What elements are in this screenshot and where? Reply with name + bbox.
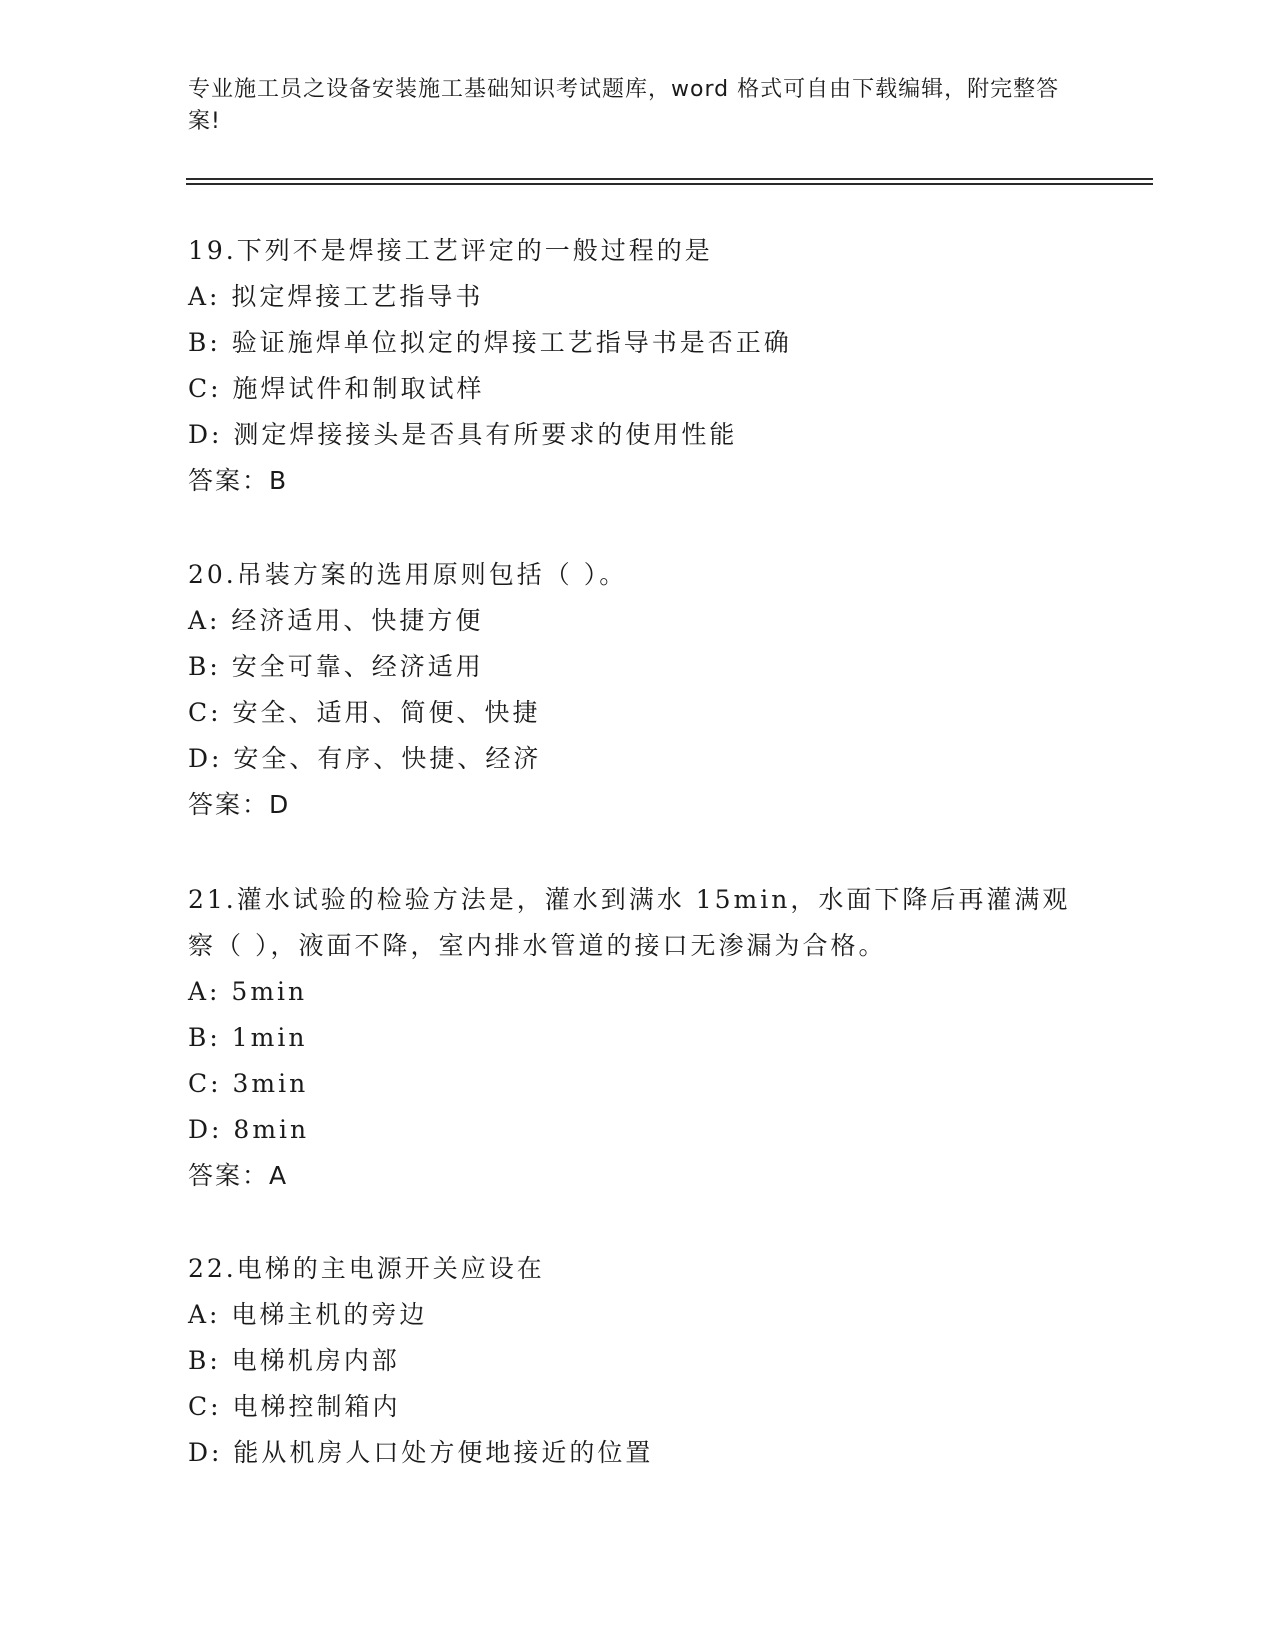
option-c: C: 施焊试件和制取试样 — [188, 374, 485, 403]
option-c: C: 电梯控制箱内 — [188, 1392, 401, 1421]
document-header: 专业施工员之设备安装施工基础知识考试题库，word 格式可自由下载编辑，附完整答案! — [188, 77, 1060, 134]
option-a: A: 拟定焊接工艺指导书 — [188, 282, 484, 311]
question-19 — [188, 228, 1088, 504]
answer: 答案：D — [188, 790, 291, 819]
question-22 — [188, 1246, 1088, 1476]
option-d: D: 安全、有序、快捷、经济 — [188, 744, 542, 773]
option-d: D: 测定焊接接头是否具有所要求的使用性能 — [188, 420, 738, 449]
option-d: D: 能从机房人口处方便地接近的位置 — [188, 1438, 654, 1467]
question-stem-line-2: 察（ ），液面不降，室内排水管道的接口无渗漏为合格。 — [188, 931, 887, 960]
option-c: C: 安全、适用、简便、快捷 — [188, 698, 541, 727]
option-a: A: 电梯主机的旁边 — [188, 1300, 428, 1329]
header-divider-bottom — [186, 183, 1153, 185]
option-b: B: 验证施焊单位拟定的焊接工艺指导书是否正确 — [188, 328, 792, 357]
option-d: D: 8min — [188, 1115, 310, 1144]
option-a: A: 经济适用、快捷方便 — [188, 606, 484, 635]
question-stem: 20.吊装方案的选用原则包括（ ）。 — [188, 560, 628, 589]
question-20 — [188, 552, 1088, 828]
question-stem: 19.下列不是焊接工艺评定的一般过程的是 — [188, 236, 713, 265]
option-c: C: 3min — [188, 1069, 309, 1098]
option-a: A: 5min — [188, 977, 308, 1006]
answer: 答案：B — [188, 466, 289, 495]
question-stem: 22.电梯的主电源开关应设在 — [188, 1254, 545, 1283]
question-21 — [188, 877, 1088, 1199]
header-divider-top — [186, 178, 1153, 180]
answer: 答案：A — [188, 1161, 289, 1190]
option-b: B: 安全可靠、经济适用 — [188, 652, 484, 681]
question-stem-line-1: 21.灌水试验的检验方法是，灌水到满水 15min，水面下降后再灌满观 — [188, 885, 1071, 914]
option-b: B: 电梯机房内部 — [188, 1346, 400, 1375]
option-b: B: 1min — [188, 1023, 308, 1052]
